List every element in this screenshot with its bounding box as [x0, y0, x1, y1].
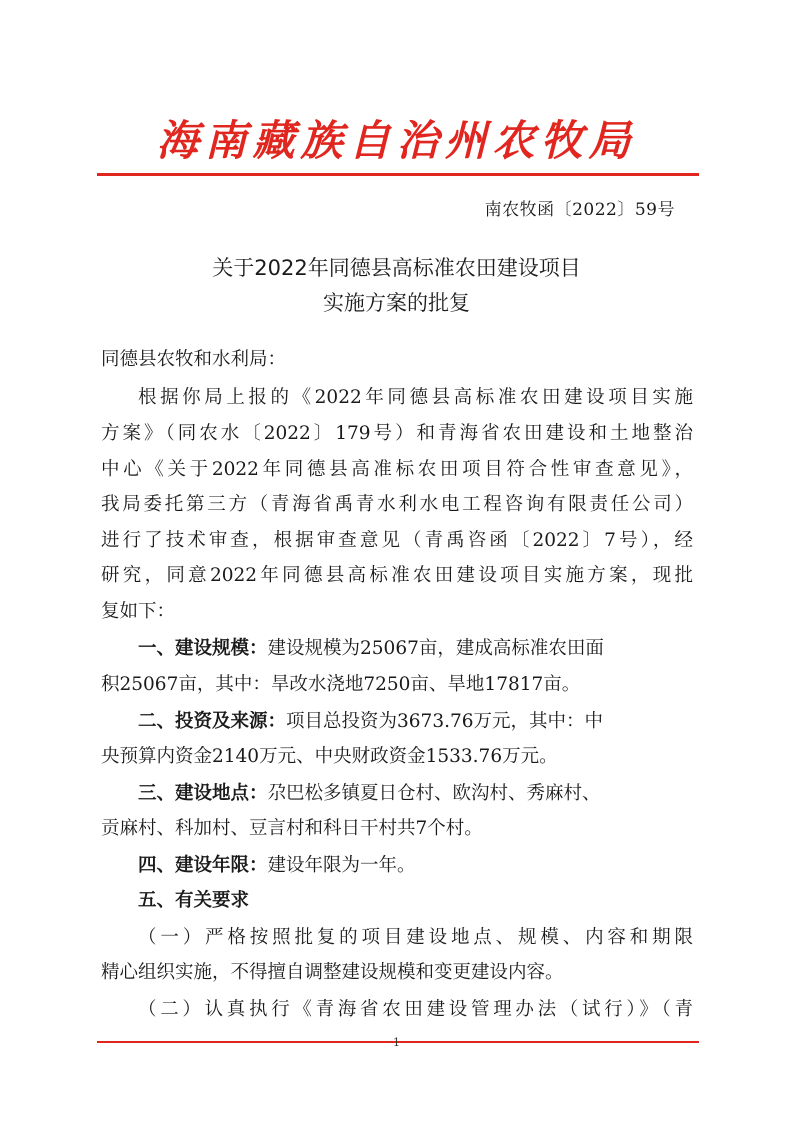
recipient: 同德县农牧和水利局：: [101, 349, 287, 370]
section-1-text: 建设规模为25067亩，建成高标准农田面: [267, 638, 604, 659]
section-2-line-1: [101, 707, 693, 737]
intro-line-1: 根据你局上报的《2022年同德县高标准农田建设项目实施: [138, 387, 693, 408]
section-1-line-1: [101, 634, 693, 664]
section-3-line-1: [101, 779, 693, 809]
requirement-1-line-1: （一）严格按照批复的项目建设地点、规模、内容和期限: [138, 927, 693, 948]
section-1-line-2: 积25067亩，其中：旱改水浇地7250亩、旱地17817亩。: [101, 674, 581, 695]
section-5-heading: 五、有关要求: [138, 890, 250, 911]
section-4-line-1: [101, 851, 693, 881]
section-4-heading: 四、建设年限：: [138, 855, 268, 876]
header-red-rule: [97, 173, 699, 176]
section-2-line-2: 央预算内资金2140万元、中央财政资金1533.76万元。: [101, 746, 558, 767]
intro-line-4: 我局委托第三方（青海省禹青水利水电工程咨询有限责任公司）: [101, 494, 693, 515]
document-title-line-1: 关于2022年同德县高标准农田建设项目: [212, 256, 581, 280]
intro-line-7: 复如下：: [101, 601, 176, 622]
section-2-text: 项目总投资为3673.76万元，其中：中: [286, 711, 604, 732]
intro-line-6: 研究，同意2022年同德县高标准农田建设项目实施方案，现批: [101, 565, 693, 586]
intro-line-5: 进行了技术审查，根据审查意见（青禹咨函〔2022〕7号），经: [101, 530, 693, 551]
intro-line-3: 中心《关于2022年同德县高准标农田项目符合性审查意见》，: [101, 459, 693, 480]
section-3-line-2: 贡麻村、科加村、豆言村和科日干村共7个村。: [101, 818, 483, 839]
intro-line-2: 方案》（同农水〔2022〕179号）和青海省农田建设和土地整治: [101, 423, 693, 444]
section-3-text: 尕巴松多镇夏日仓村、欧沟村、秀麻村、: [267, 783, 601, 804]
requirement-2-line-1: （二）认真执行《青海省农田建设管理办法（试行）》（青: [138, 999, 693, 1020]
section-3-heading: 三、建设地点：: [138, 783, 268, 804]
document-title-line-2: 实施方案的批复: [323, 291, 470, 315]
section-4-text: 建设年限为一年。: [267, 855, 416, 876]
requirement-1-line-2: 精心组织实施，不得擅自调整建设规模和变更建设内容。: [101, 962, 564, 983]
section-2-heading: 二、投资及来源：: [138, 711, 287, 732]
issuing-authority-header: 海南藏族自治州农牧局: [156, 116, 637, 165]
document-number: 南农牧函〔2022〕59号: [484, 200, 675, 220]
section-1-heading: 一、建设规模：: [138, 638, 268, 659]
page-number: 1: [393, 1036, 400, 1049]
